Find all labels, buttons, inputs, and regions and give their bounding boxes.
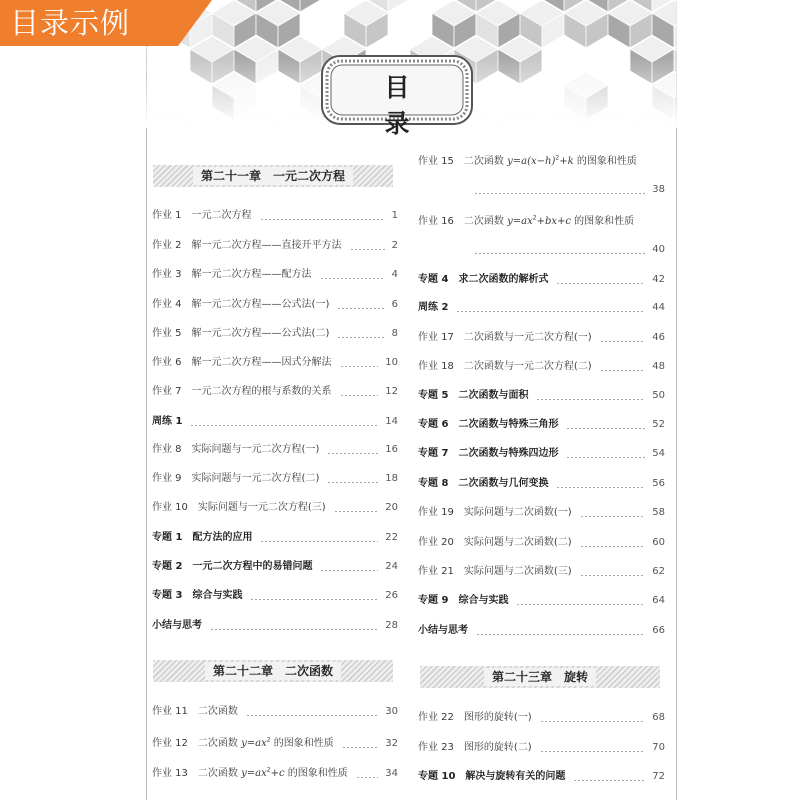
toc-entry[interactable] bbox=[152, 618, 398, 634]
toc-entry-page: 8 bbox=[391, 328, 398, 339]
toc-entry[interactable] bbox=[418, 505, 665, 521]
chapter-22-header bbox=[153, 660, 393, 682]
toc-entry-page: 72 bbox=[652, 771, 665, 782]
toc-entry[interactable] bbox=[152, 267, 398, 283]
page-title: 目 录 bbox=[384, 73, 438, 138]
dot-leader bbox=[356, 777, 379, 778]
toc-entry-page: 24 bbox=[385, 561, 398, 572]
toc-entry-label: 专题 2 一元二次方程中的易错问题 bbox=[152, 561, 313, 572]
dot-leader bbox=[190, 425, 378, 426]
chapter-21-header bbox=[153, 165, 393, 187]
toc-entry-page: 66 bbox=[652, 625, 665, 636]
toc-entry-label: 专题 9 综合与实践 bbox=[418, 595, 509, 606]
toc-entry[interactable] bbox=[152, 559, 398, 575]
toc-entry-page: 1 bbox=[391, 210, 398, 221]
toc-entry-page: 34 bbox=[385, 768, 398, 779]
toc-entry-page: 10 bbox=[385, 357, 398, 368]
toc-entry-page: 50 bbox=[652, 390, 665, 401]
toc-entry-label: 作业 7 一元二次方程的根与系数的关系 bbox=[152, 386, 332, 397]
toc-entry-label: 作业 2 解一元二次方程——直接开平方法 bbox=[152, 240, 342, 251]
toc-entry-page: 22 bbox=[385, 532, 398, 543]
toc-entry-label: 作业 21 实际问题与二次函数(三) bbox=[418, 566, 572, 577]
dot-leader bbox=[246, 715, 378, 716]
dot-leader bbox=[327, 453, 378, 454]
toc-entry[interactable] bbox=[418, 330, 665, 346]
dot-leader bbox=[580, 575, 646, 576]
toc-entry[interactable] bbox=[418, 446, 665, 462]
toc-entry[interactable] bbox=[418, 710, 665, 726]
dot-leader bbox=[556, 283, 645, 284]
toc-entry-page: 60 bbox=[652, 537, 665, 548]
chapter-22-title: 第二十二章 二次函数 bbox=[205, 662, 341, 680]
toc-entry-label: 周练 1 bbox=[152, 416, 183, 427]
example-banner bbox=[0, 0, 212, 46]
toc-entry-label: 作业 23 图形的旋转(二) bbox=[418, 742, 532, 753]
toc-entry[interactable] bbox=[152, 208, 398, 224]
toc-entry[interactable] bbox=[152, 297, 398, 313]
dot-leader bbox=[556, 487, 645, 488]
toc-entry[interactable] bbox=[418, 535, 665, 551]
toc-entry-page: 16 bbox=[385, 444, 398, 455]
toc-entry[interactable] bbox=[418, 359, 665, 375]
dot-leader bbox=[456, 311, 645, 312]
toc-entry[interactable] bbox=[418, 564, 665, 580]
dot-leader bbox=[516, 604, 645, 605]
toc-entry[interactable] bbox=[152, 384, 398, 400]
toc-entry-page: 58 bbox=[652, 507, 665, 518]
toc-entry[interactable] bbox=[418, 593, 665, 609]
toc-entry[interactable] bbox=[152, 500, 398, 516]
dot-leader bbox=[337, 308, 384, 309]
dot-leader bbox=[320, 570, 378, 571]
toc-entry[interactable] bbox=[152, 766, 398, 782]
dot-leader bbox=[474, 193, 645, 194]
chapter-23-header bbox=[420, 666, 660, 688]
toc-entry-label: 专题 4 求二次函数的解析式 bbox=[418, 274, 549, 285]
toc-entry-label: 周练 2 bbox=[418, 302, 449, 313]
toc-entry-label: 作业 9 实际问题与一元二次方程(二) bbox=[152, 473, 320, 484]
toc-entry-label: 专题 1 配方法的应用 bbox=[152, 532, 253, 543]
dot-leader bbox=[566, 428, 645, 429]
toc-entry-label: 专题 6 二次函数与特殊三角形 bbox=[418, 419, 559, 430]
toc-entry-label: 作业 11 二次函数 bbox=[152, 706, 238, 717]
toc-entry-label: 作业 18 二次函数与一元二次方程(二) bbox=[418, 361, 592, 372]
dot-leader bbox=[566, 457, 645, 458]
toc-entry-page: 6 bbox=[391, 299, 398, 310]
dot-leader bbox=[580, 516, 646, 517]
toc-entry-page: 2 bbox=[391, 240, 398, 251]
dot-leader bbox=[540, 721, 646, 722]
toc-entry-label: 专题 10 解决与旋转有关的问题 bbox=[418, 771, 566, 782]
toc-entry-page: 30 bbox=[385, 706, 398, 717]
toc-entry-label: 作业 10 实际问题与一元二次方程(三) bbox=[152, 502, 326, 513]
toc-entry-label: 作业 13 二次函数 $y=ax^2+c$ 的图象和性质 bbox=[152, 766, 348, 779]
toc-entry-label: 作业 4 解一元二次方程——公式法(一) bbox=[152, 299, 330, 310]
toc-entry-page: 26 bbox=[385, 590, 398, 601]
toc-entry-page: 68 bbox=[652, 712, 665, 723]
dot-leader bbox=[536, 399, 645, 400]
dot-leader bbox=[320, 278, 385, 279]
toc-entry-hw16[interactable]: 作业 16 二次函数 $y=ax^2+bx+c$ 的图象和性质 bbox=[418, 214, 635, 227]
toc-entry-label: 作业 3 解一元二次方程——配方法 bbox=[152, 269, 312, 280]
toc-entry[interactable] bbox=[418, 388, 665, 404]
toc-entry-label: 作业 5 解一元二次方程——公式法(二) bbox=[152, 328, 330, 339]
toc-entry-label: 小结与思考 bbox=[418, 625, 468, 636]
toc-entry-label: 专题 5 二次函数与面积 bbox=[418, 390, 529, 401]
dot-leader bbox=[342, 747, 379, 748]
toc-entry[interactable] bbox=[152, 414, 398, 430]
toc-entry-page: 12 bbox=[385, 386, 398, 397]
toc-entry-label: 作业 1 一元二次方程 bbox=[152, 210, 252, 221]
dot-leader bbox=[327, 482, 378, 483]
toc-entry[interactable] bbox=[418, 476, 665, 492]
toc-entry[interactable] bbox=[152, 530, 398, 546]
dot-leader bbox=[600, 370, 646, 371]
banner-label: 目录示例 bbox=[10, 6, 131, 40]
toc-entry-page: 18 bbox=[385, 473, 398, 484]
toc-entry[interactable] bbox=[152, 355, 398, 371]
dot-leader bbox=[260, 219, 385, 220]
toc-entry-page: 42 bbox=[652, 274, 665, 285]
toc-entry-label: 小结与思考 bbox=[152, 620, 202, 631]
dot-leader bbox=[334, 511, 379, 512]
toc-entry-label: 作业 20 实际问题与二次函数(二) bbox=[418, 537, 572, 548]
toc-entry[interactable] bbox=[418, 300, 665, 316]
dot-leader bbox=[476, 634, 645, 635]
toc-entry-hw15[interactable]: 作业 15 二次函数 $y=a(x-h)^2+k$ 的图象和性质 bbox=[418, 154, 637, 167]
toc-entry-label: 作业 8 实际问题与一元二次方程(一) bbox=[152, 444, 320, 455]
toc-entry-page: 40 bbox=[652, 244, 665, 255]
toc-entry-page: 46 bbox=[652, 332, 665, 343]
dot-leader bbox=[340, 395, 379, 396]
dot-leader bbox=[250, 599, 378, 600]
toc-entry[interactable] bbox=[152, 588, 398, 604]
toc-entry-page: 38 bbox=[652, 184, 665, 195]
toc-entry[interactable] bbox=[152, 238, 398, 254]
toc-entry-page: 62 bbox=[652, 566, 665, 577]
toc-entry-page: 70 bbox=[652, 742, 665, 753]
toc-entry-label: 作业 6 解一元二次方程——因式分解法 bbox=[152, 357, 332, 368]
toc-entry[interactable] bbox=[418, 272, 665, 288]
toc-entry-page: 52 bbox=[652, 419, 665, 430]
toc-entry[interactable] bbox=[418, 740, 665, 756]
toc-entry-label: 专题 8 二次函数与几何变换 bbox=[418, 478, 549, 489]
toc-entry-page: 64 bbox=[652, 595, 665, 606]
toc-entry-page: 32 bbox=[385, 738, 398, 749]
dot-leader bbox=[337, 337, 384, 338]
dot-leader bbox=[474, 253, 645, 254]
toc-entry[interactable] bbox=[418, 769, 665, 785]
toc-entry-hw16-page[interactable] bbox=[470, 242, 665, 258]
dot-leader bbox=[350, 249, 385, 250]
toc-entry[interactable] bbox=[418, 417, 665, 433]
dot-leader bbox=[260, 541, 378, 542]
toc-entry-page: 20 bbox=[385, 502, 398, 513]
toc-entry-label: 专题 3 综合与实践 bbox=[152, 590, 243, 601]
dot-leader bbox=[600, 341, 646, 342]
toc-entry[interactable] bbox=[152, 442, 398, 458]
dot-leader bbox=[580, 546, 646, 547]
toc-entry-page: 48 bbox=[652, 361, 665, 372]
toc-entry-page: 28 bbox=[385, 620, 398, 631]
toc-entry-label: 作业 19 实际问题与二次函数(一) bbox=[418, 507, 572, 518]
toc-entry[interactable] bbox=[152, 704, 398, 720]
toc-entry-page: 56 bbox=[652, 478, 665, 489]
toc-entry-page: 54 bbox=[652, 448, 665, 459]
dot-leader bbox=[540, 751, 646, 752]
dot-leader bbox=[210, 629, 378, 630]
chapter-21-title: 第二十一章 一元二次方程 bbox=[193, 167, 353, 185]
chapter-23-title: 第二十三章 旋转 bbox=[484, 668, 596, 686]
toc-entry-hw15-page[interactable] bbox=[470, 182, 665, 198]
dot-leader bbox=[340, 366, 379, 367]
toc-entry-label: 专题 7 二次函数与特殊四边形 bbox=[418, 448, 559, 459]
toc-entry-label: 作业 17 二次函数与一元二次方程(一) bbox=[418, 332, 592, 343]
toc-entry-page: 44 bbox=[652, 302, 665, 313]
dot-leader bbox=[573, 780, 645, 781]
toc-entry-label: 作业 22 图形的旋转(一) bbox=[418, 712, 532, 723]
toc-entry[interactable] bbox=[152, 471, 398, 487]
toc-entry[interactable] bbox=[152, 326, 398, 342]
toc-entry[interactable] bbox=[418, 623, 665, 639]
toc-entry-page: 14 bbox=[385, 416, 398, 427]
toc-entry-label: 作业 12 二次函数 $y=ax^2$ 的图象和性质 bbox=[152, 736, 334, 749]
toc-entry-page: 4 bbox=[391, 269, 398, 280]
toc-entry[interactable] bbox=[152, 736, 398, 752]
